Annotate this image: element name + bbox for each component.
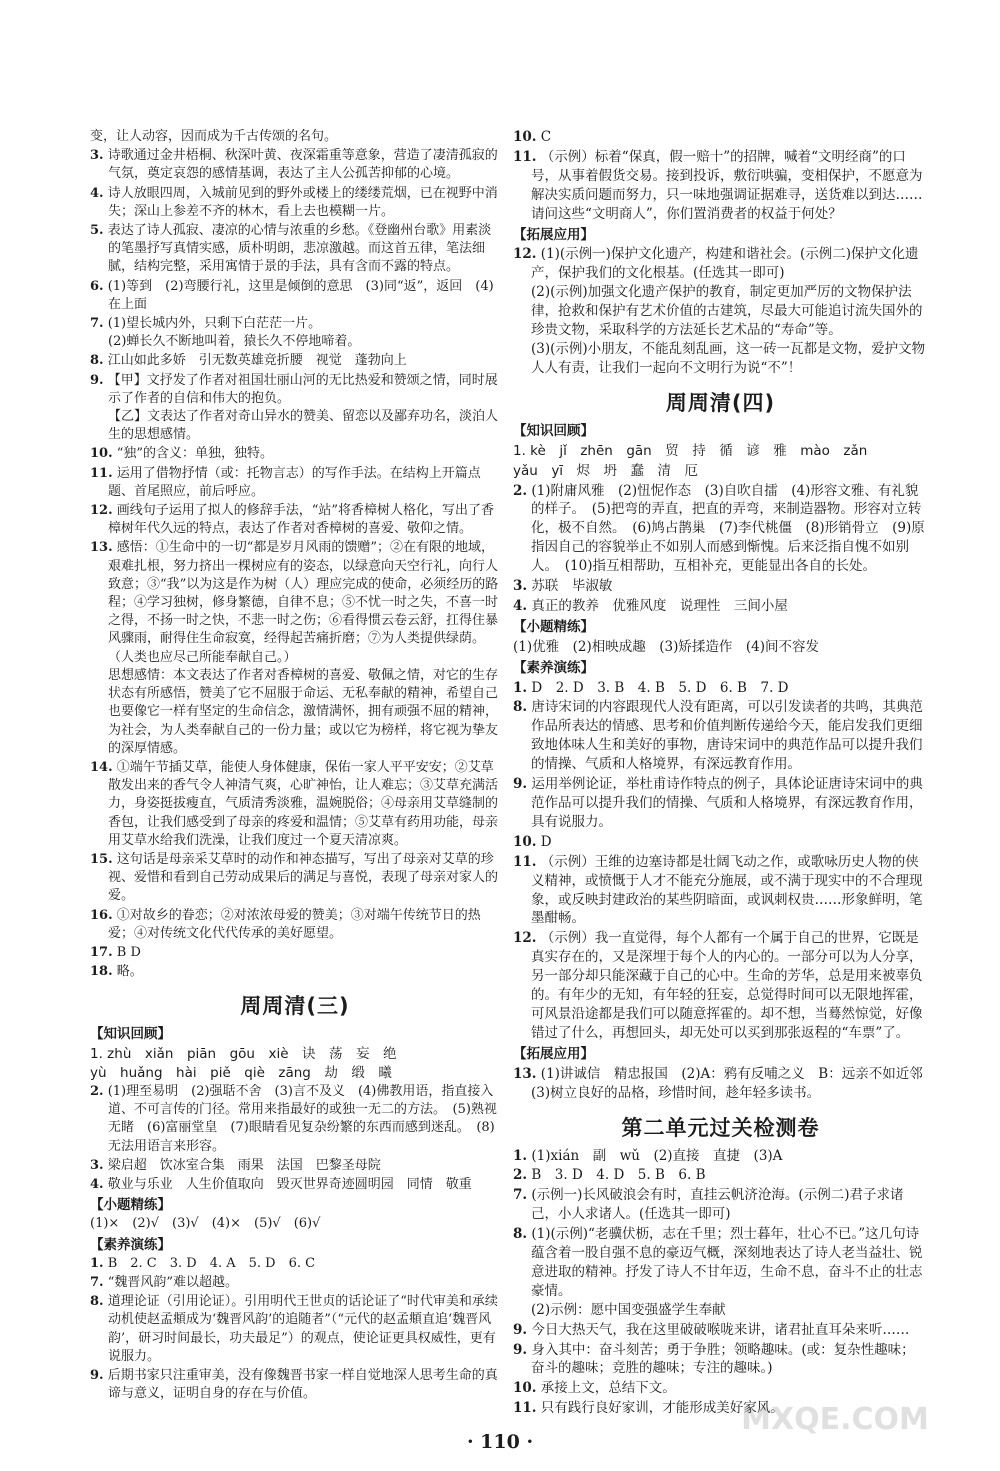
answer-item — [513, 597, 928, 616]
answer-item — [90, 445, 500, 463]
answer-text: D — [540, 833, 552, 850]
answer-item — [90, 759, 500, 850]
answer-text: 变，让人动容，因而成为千古传颂的名句。 — [90, 129, 338, 144]
answer-text: “独”的含义：单独，独特。 — [116, 446, 274, 462]
answer-text: 梁启超 饮冰室合集 雨果 法国 巴黎圣母院 — [107, 1157, 381, 1173]
answer-item — [513, 1147, 928, 1166]
answer-text: 道理论证（引用论证）。引用明代王世贞的话论证了“时代审美和承续动机使赵孟頫成为‘魏晋风韵’的追随者”（“元代的赵孟頫直追‘魏晋风韵’，研习时间最长，功夫最足”）的观点，使论证更具权威性，更有说服力。 — [107, 1294, 498, 1364]
pinyin-line: 1. kè jǐ zhēn gān 贸 持 循 谚 雅 mào zǎn — [513, 442, 868, 459]
answer-item — [90, 1157, 500, 1175]
answer-text: (1)讲诚信 精忠报国 (2)A：鸦有反哺之义 B：远亲不如近邻 (3)树立良好的品格，珍惜时间，趁年轻多读书。 — [531, 1065, 937, 1101]
answer-number: 4. — [90, 1176, 104, 1192]
answer-number: 10. — [513, 833, 537, 850]
section-tag: 【拓展应用】 — [513, 1045, 594, 1062]
answer-item — [90, 1367, 500, 1403]
answer-text: 承接上文，总结下文。 — [540, 1380, 676, 1397]
answer-number: 6. — [90, 278, 104, 294]
answer-item — [513, 1341, 928, 1379]
answer-text: ①对故乡的眷恋；②对浓浓母爱的赞美；③对端午传统节日的热爱；④对传统文化代代传承的美好愿望。 — [108, 907, 481, 941]
answer-text: (1)(示例)“老骥伏枥，志在千里；烈士暮年，壮心不已。”这几句诗蕴含着一股自强不息的豪迈气概，深刻地表达了诗人老当益壮、锐意进取的精神。抒发了诗人不甘年迈，生命不息，奋斗不止的壮志豪情。 (2)示例：愿中国变强盛学生奉献 — [531, 1226, 923, 1318]
answer-number: 9. — [513, 776, 528, 793]
answer-number: 9. — [90, 1368, 104, 1383]
answer-item — [90, 128, 500, 146]
answer-number: 8. — [90, 353, 104, 369]
answer-item — [513, 1065, 937, 1103]
answer-number: 7. — [513, 1187, 528, 1204]
answer-text: C — [540, 129, 552, 145]
answer-number: 9. — [513, 1321, 528, 1338]
answer-item — [90, 147, 500, 183]
answer-number: 7. — [90, 1274, 104, 1290]
answer-text: “魏晋风韵”难以超越。 — [107, 1274, 239, 1290]
answer-item — [513, 1321, 928, 1340]
answer-text: 只有践行良好家训，才能形成美好家风。 — [540, 1400, 784, 1417]
answer-item — [90, 502, 500, 538]
section-title: 第二单元过关检测卷 — [621, 1115, 820, 1140]
answer-number: 4. — [90, 185, 104, 201]
answer-item — [513, 698, 928, 774]
answer-item — [513, 577, 928, 596]
section-tag: 【知识回顾】 — [513, 422, 594, 439]
answer-text: 真正的教养 优雅风度 说理性 三间小屋 — [531, 597, 788, 614]
answer-item — [90, 315, 500, 351]
answer-number: 1. — [513, 679, 528, 696]
answer-number: 8. — [90, 1294, 104, 1310]
answer-number: 13. — [90, 540, 113, 556]
pinyin-line: yǎu yī 烬 坍 蠢 清 厄 — [513, 462, 699, 479]
answer-number: 12. — [513, 930, 537, 947]
answer-item — [513, 775, 928, 832]
answer-number: 11. — [90, 465, 113, 481]
answer-item — [513, 853, 928, 929]
answer-item — [90, 539, 500, 757]
answer-number: 1. — [513, 1147, 528, 1164]
section-title: 周周清(四) — [665, 390, 776, 415]
answer-item — [90, 1255, 500, 1273]
answer-text: （示例）标着“保真，假一赔十”的招牌，喊着“文明经商”的口号，从事着假货交易。接到投诉，敷衍哄骗，变相保护，不愿意为解决实质问题而努力，只一味地强调证据难寻，送货难以到达……请问这些“文明商人”，你们置消费者的权益于何处？ — [531, 148, 923, 222]
answer-text: 唐诗宋词的内容跟现代人没有距离，可以引发读者的共鸣，其典范作品所表达的情感、思考和价值判断传递给今天，能启发我们更细致地体味人生和美好的事物，唐诗宋词中的典范作品可以提升我们的情操、气质和人格境界，有深远教育作用。 — [531, 699, 923, 773]
pinyin-line: 1. zhù xiǎn piān gōu xiè 诀 荡 妄 绝 — [90, 1045, 397, 1062]
answer-item — [513, 1166, 928, 1185]
answer-text: (1)理至易明 (2)强聒不舍 (3)言不及义 (4)佛教用语，指直接入道、不可言传的门径。常用来指最好的或独一无二的方法。 (5)熟视无睹 (6)富丽堂皇 (7)眼睛看见复杂纷繁的东西而感到迷乱。 (8)无法用语言来形容。 — [107, 1083, 497, 1154]
answer-text: 苏联 毕淑敏 — [531, 578, 613, 595]
answer-text: 诗人放眼四周，入城前见到的野外或楼上的缕缕荒烟，已在视野中消失；深山上参差不齐的林木，看上去也模糊一片。 — [107, 185, 498, 219]
answer-number: 17. — [90, 944, 113, 960]
answer-text: B 3. D 4. D 5. B 6. B — [531, 1167, 706, 1184]
answer-text: (1)xián 副 wǔ (2)直接 直捷 (3)A — [531, 1147, 783, 1164]
answer-number: 10. — [513, 129, 537, 145]
answer-number: 8. — [513, 1226, 528, 1243]
answer-text: D 2. D 3. B 4. B 5. D 6. B 7. D — [531, 679, 789, 696]
answer-number: 10. — [513, 1380, 537, 1397]
answer-item — [90, 907, 500, 943]
answer-text: 这句话是母亲采艾草时的动作和神态描写，写出了母亲对艾草的珍视、爱惜和看到自己劳动成果后的满足与喜悦，表现了母亲对家人的爱。 — [108, 851, 499, 904]
answer-item — [90, 222, 500, 277]
answer-text: 后期书家只注重审美，没有像魏晋书家一样自觉地深人思考生命的真谛与意义，证明自身的存在与价值。 — [107, 1368, 498, 1402]
page-number: · 110 · — [466, 1431, 534, 1453]
answer-text: （示例）王维的边塞诗都是壮阔飞动之作，或歌咏历史人物的侠义精神，或愤慨于人才不能充分施展，或不满于现实中的不合理现象，或反映封建政治的某些阴暗面，或讽刺权贵……形象鲜明，笔墨酣畅。 — [531, 853, 923, 927]
answer-item — [513, 245, 928, 377]
answer-text: (1)(示例一)保护文化遗产，构建和谐社会。(示例二)保护文化遗产，保护我们的文化根基。(任选其一即可) (2)(示例)加强文化遗产保护的教育，制定更加严厉的文物保护法律，抢救和保护有艺术价值的古建筑，尽最大可能追讨流失国外的珍贵文物，采取科学的方法延长艺术品的“寿命”等。 (3)(示例)小朋友，不能乱刻乱画，这一砖一瓦都是文物，爱护文物人人有责，让我们一起向不文明行为说“不”！ — [531, 246, 926, 376]
answer-item — [90, 352, 500, 370]
answer-number: 3. — [90, 1157, 104, 1173]
answer-item — [513, 148, 928, 224]
answer-number: 3. — [90, 148, 104, 164]
answer-text: B D — [116, 944, 141, 960]
answer-number: 2. — [90, 1083, 104, 1099]
answer-text: 画线句子运用了拟人的修辞手法，“站”将香樟树人格化，写出了香樟树年代久远的特点，表达了作者对香樟树的喜爱、敬仰之情。 — [108, 503, 495, 537]
section-tag: 【素养演练】 — [513, 659, 594, 676]
answer-item — [513, 482, 928, 577]
answer-item — [90, 1176, 500, 1194]
answer-item — [90, 1083, 500, 1156]
answer-number: 5. — [90, 223, 104, 239]
answer-item — [90, 944, 500, 962]
answer-text: (1)望长城内外，只剩下白茫茫一片。 (2)蝉长久不断地叫着，猿长久不停地啼着。 — [107, 316, 361, 350]
answer-item — [513, 1186, 928, 1224]
answer-item — [513, 833, 928, 852]
answer-text: B 2. C 3. D 4. A 5. D 6. C — [107, 1255, 316, 1271]
answer-number: 2. — [513, 482, 528, 499]
section-tag: 【小题精练】 — [90, 1197, 171, 1214]
section-tag: 【拓展应用】 — [513, 226, 594, 243]
answer-item — [513, 679, 928, 698]
answer-text: 运用举例论证，举杜甫诗作特点的例子，具体论证唐诗宋词中的典范作品可以提升我们的情操、气质和人格境界，有深远教育作用，具有说服力。 — [531, 776, 923, 830]
answer-text: 今日大热天气，我在这里破破喉咙来讲，诸君扯直耳朵来听…… — [531, 1321, 910, 1338]
answer-text: 身入其中：奋斗刻苦；勇于争胜；领略趣味。(或：复杂性趣味；奋斗的趣味；竞胜的趣味；专注的趣味。) — [531, 1341, 915, 1377]
answer-text: (示例一)长风破浪会有时，直挂云帆济沧海。(示例二)君子求诸己，小人求诸人。(任选其一即可) — [531, 1187, 904, 1223]
right-column — [513, 128, 937, 1419]
answer-number: 9. — [513, 1341, 528, 1358]
pinyin-line: yù huǎng hài piě qiè zāng 劫 缎 曦 — [90, 1064, 392, 1081]
section-title: 周周清(三) — [240, 994, 350, 1019]
answer-item — [90, 963, 500, 981]
answer-number: 12. — [513, 246, 537, 263]
answer-text: (1)附庸风雅 (2)忸怩作态 (3)自吹自擂 (4)形容文雅、有礼貌的样子。 (5)把弯的弄直，把直的弄弯，来制造器物。形容对立转化，极不自然。 (6)鸠占鹊巢 (7)李代桃僵 (8)形销骨立 (9)原指因自己的容貌举止不如别人而感到惭愧。后来泛指自愧不如别人。 (10)指互相帮助，互相补充，更能显出各自的长处。 — [531, 482, 925, 575]
answer-number: 15. — [90, 851, 113, 867]
answer-number: 13. — [513, 1065, 537, 1082]
answer-text: （示例）我一直觉得，每个人都有一个属于自己的世界，它既是真实存在的，又是深埋于每个人的内心的。一部分可以为人分享，另一部分却只能深藏于自己的心中。生命的芳华，总是用来被辜负的。有年少的无知，有年轻的狂妄，总觉得时间可以无限地挥霍，可风景沿途都是我们可以随意挥霍的。却不想，当蓦然惊觉，好像错过了什么，再想回头，却无处可以买到那张返程的“车票”了。 — [531, 930, 923, 1041]
answer-number: 16. — [90, 907, 113, 923]
section-tag: 【素养演练】 — [90, 1236, 171, 1253]
answer-number: 11. — [513, 1400, 537, 1417]
answer-text: 【甲】文抒发了作者对祖国壮丽山河的无比热爱和赞颂之情，同时展示了作者的自信和伟大的抱负。 【乙】文表达了作者对奇山异水的赞美、留恋以及鄙弃功名，淡泊人生的思想感情。 — [107, 372, 499, 443]
answer-number: 14. — [90, 759, 113, 775]
answer-text: 敬业与乐业 人生价值取向 毁灭世界奇迹圆明园 同情 敬重 — [107, 1176, 472, 1192]
answer-number: 10. — [90, 446, 113, 462]
answer-text: 表达了诗人孤寂、凄凉的心情与浓重的乡愁。《登幽州台歌》用素淡的笔墨抒写真情实感，质朴明朗，悲凉激越。而这首五律，笔法细腻，结构完整，采用寓情于景的手法，具有含而不露的特点。 — [107, 223, 492, 275]
answer-text: 运用了借物抒情（或：托物言志）的写作手法。在结构上开篇点题、首尾照应，前后呼应。 — [108, 465, 481, 499]
answer-number: 18. — [90, 964, 113, 980]
answer-text: 略。 — [116, 964, 143, 980]
answer-item — [90, 278, 500, 314]
answer-text: (1)等到 (2)弯腰行礼，这里是倾倒的意思 (3)同“返”，返回 (4)在上面 — [107, 278, 494, 312]
answer-text: 江山如此多娇 引无数英雄竞折腰 视觉 蓬勃向上 — [107, 353, 407, 369]
answer-item — [90, 851, 500, 906]
answer-number: 9. — [90, 372, 104, 388]
answer-number: 1. — [90, 1255, 104, 1271]
small-answers: (1)优雅 (2)相映成趣 (3)矫揉造作 (4)间不容发 — [513, 638, 819, 655]
answer-number: 2. — [513, 1167, 528, 1184]
answer-item — [90, 185, 500, 221]
answer-number: 4. — [513, 597, 528, 614]
answer-text: 诗歌通过金井梧桐、秋深叶黄、夜深霜重等意象，营造了凄清孤寂的气氛，奠定哀怨的感情基调，表达了主人公孤苦抑郁的心境。 — [107, 148, 498, 182]
answer-number: 3. — [513, 578, 528, 595]
answer-number: 12. — [90, 503, 113, 519]
answer-text: ①端午节插艾草，能使人身体健康，保佑一家人平平安安；②艾草散发出来的香气令人神清气爽，心旷神怡，让人难忘；③艾草充满活力，身姿挺拔瘦直，气质清秀淡雅，温婉脱俗；④母亲用艾草缝制的香包，让我们感受到了母亲的疼爱和温情；⑤艾草有药用功能，母亲用艾草水给我们洗澡，让我们度过一个夏天清凉爽。 — [108, 759, 499, 848]
section-tag: 【小题精练】 — [513, 618, 594, 635]
answer-number: 11. — [513, 148, 537, 165]
watermark-text: MXQE.COM — [741, 1402, 929, 1437]
answer-number: 11. — [513, 853, 537, 870]
answer-number: 8. — [513, 699, 528, 716]
left-column — [90, 128, 500, 1404]
answer-item — [513, 1225, 928, 1320]
watermark-logo — [725, 1389, 945, 1449]
answer-item — [513, 929, 928, 1042]
answer-number: 7. — [90, 316, 104, 332]
small-answers: (1)× (2)√ (3)√ (4)× (5)√ (6)√ — [90, 1216, 321, 1232]
answer-item — [513, 128, 928, 147]
answer-item — [90, 1274, 500, 1292]
answer-item — [90, 372, 500, 445]
answer-text: 感悟：①生命中的一切“都是岁月风雨的馈赠”；②在有限的地域，艰难扎根，努力挤出一棵树应有的姿态，以绿意向天空行礼，向行人致意；③“我”以为这是作为树（人）理应完成的使命，必须经历的路程；④学习独树，修身繁德，自律不息；⑤不忧一时之失，不喜一时之得，不扬一时之快，不悲一时之伤；⑥看得惯云卷云舒，扛得住暴风骤雨，耐得住生命寂寞，经得起苦痛折磨；⑦为人类提供绿荫。（人类也应尽己所能奉献自己。） 思想感情：本文表达了作者对香樟树的喜爱、敬佩之情，对它的生存状态有所感悟，赞美了它不屈服于命运、无私奉献的精神，希望自己也要像它一样有坚定的生命信念，激情满怀，拥有顽强不屈的精神，为社会，为人类奉献自己的一份力量；或以它为榜样，将它视为挚友的深厚情感。 — [108, 540, 499, 756]
section-tag: 【知识回顾】 — [90, 1026, 171, 1043]
answer-item — [90, 1293, 500, 1366]
answer-item — [90, 465, 500, 501]
